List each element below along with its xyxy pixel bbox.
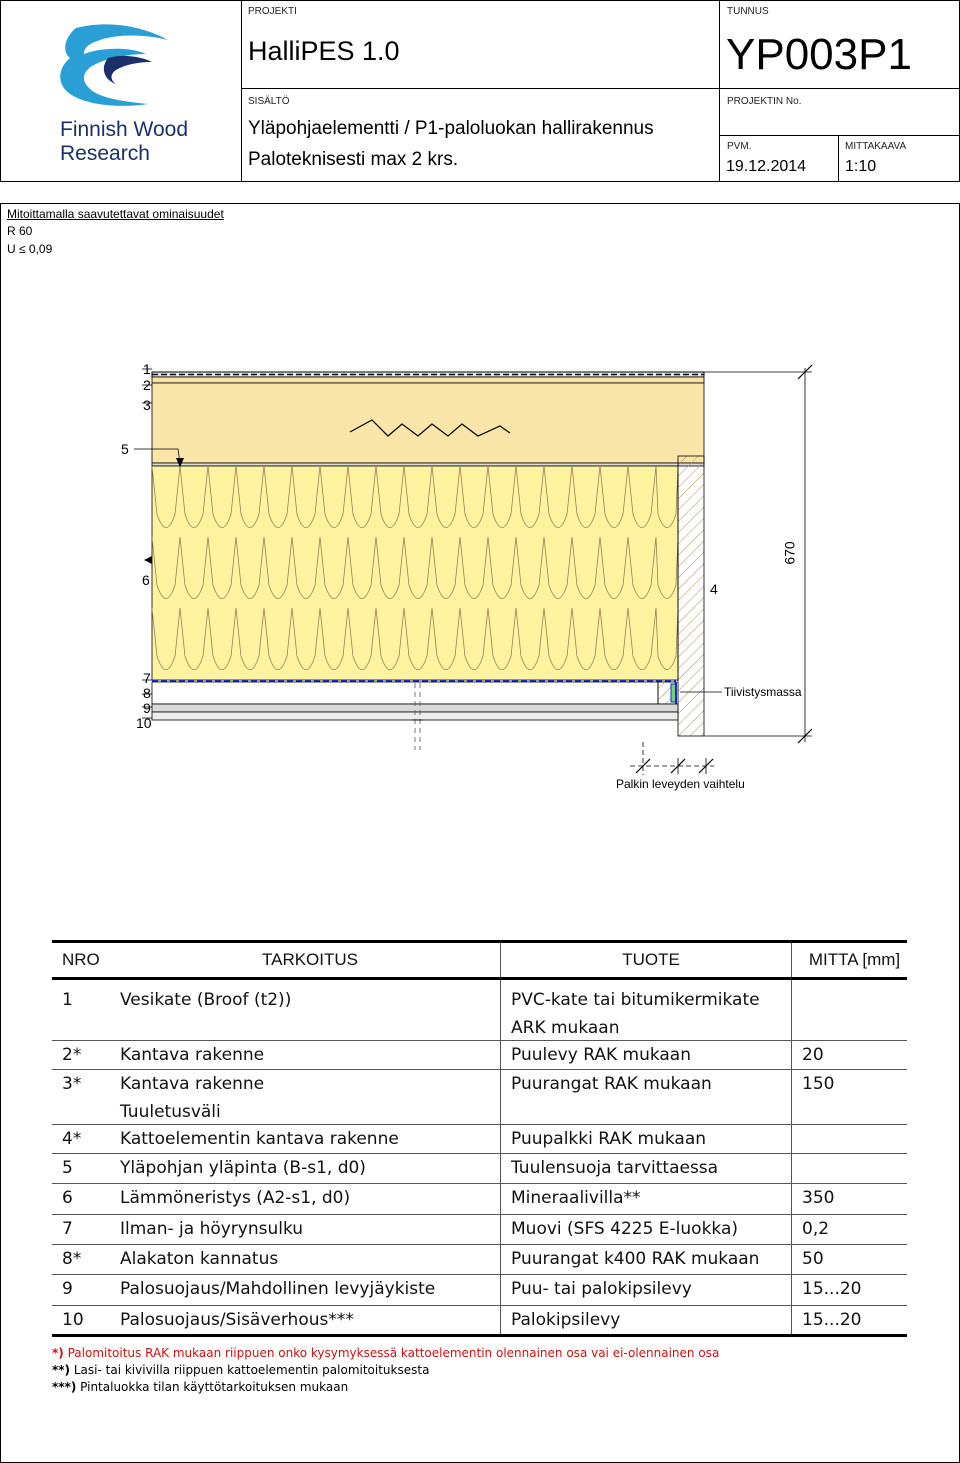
- cell-tarkoitus: Palosuojaus/Sisäverhous***: [120, 1310, 354, 1330]
- label-3: 3: [143, 397, 151, 413]
- cell-mitta: [792, 979, 908, 1041]
- palkin-leveys-label: Palkin leveyden vaihtelu: [616, 777, 745, 791]
- cell-nro: 9: [62, 1279, 73, 1299]
- label-8: 8: [143, 685, 151, 701]
- tunnus-label: TUNNUS: [727, 6, 769, 17]
- sisalto-label: SISÄLTÖ: [248, 96, 290, 107]
- cell-nro: 10: [62, 1310, 84, 1330]
- cell-nro: 5: [62, 1158, 73, 1178]
- layer-deck: [152, 377, 704, 383]
- projekti-value: HalliPES 1.0: [248, 36, 400, 66]
- table-row: [52, 1125, 907, 1154]
- logo-text-1: Finnish Wood: [60, 118, 189, 141]
- pvm-label: PVM.: [727, 141, 752, 152]
- title-divider-2: [719, 0, 720, 182]
- cell-tarkoitus: [110, 1070, 501, 1125]
- cell-tuote: Puurangat RAK mukaan: [501, 1070, 792, 1125]
- cell-mitta: [792, 1154, 908, 1184]
- label-4: 4: [710, 581, 718, 597]
- cell-tarkoitus: Ilman- ja höyrynsulku: [120, 1219, 304, 1239]
- cell-mitta: 20: [792, 1041, 908, 1070]
- logo-text-2: Research: [60, 142, 150, 165]
- table-row: [52, 1306, 907, 1336]
- property-r: R 60: [7, 224, 33, 238]
- cell-nro: 8*: [62, 1249, 82, 1269]
- cell-tuote: Tuulensuoja tarvittaessa: [501, 1154, 792, 1184]
- projektin-no-label: PROJEKTIN No.: [727, 96, 802, 107]
- cell-nro: 7: [62, 1219, 73, 1239]
- cell-tarkoitus: Palosuojaus/Mahdollinen levyjäykiste: [120, 1279, 436, 1299]
- layer-insulation: [152, 466, 678, 680]
- cell-text: PVC-kate tai bitumikermikate: [511, 990, 760, 1010]
- layer-ceiling-batten: [152, 682, 658, 704]
- footnote-2: [52, 1363, 429, 1377]
- cell-tarkoitus: Kantava rakenne: [120, 1045, 265, 1065]
- cell-tuote: [501, 979, 792, 1041]
- layer-ventilation: [152, 383, 704, 463]
- cell-tarkoitus: Kattoelementin kantava rakenne: [120, 1129, 399, 1149]
- cell-mitta: 15...20: [792, 1275, 908, 1306]
- cell-tuote: Puurangat k400 RAK mukaan: [501, 1245, 792, 1275]
- cell-tuote: Puupalkki RAK mukaan: [501, 1125, 792, 1154]
- cell-mitta: 0,2: [792, 1215, 908, 1245]
- cell-nro: 3*: [62, 1074, 82, 1094]
- header-mitta: MITTA [mm]: [792, 942, 908, 979]
- label-6: 6: [142, 572, 150, 588]
- title-divider-3: [241, 88, 719, 89]
- label-5: 5: [121, 441, 129, 457]
- cell-text: ARK mukaan: [511, 1018, 620, 1038]
- cell-text: Tuuletusväli: [120, 1102, 221, 1122]
- cell-tuote: Mineraalivilla**: [501, 1184, 792, 1215]
- cell-tarkoitus: Alakaton kannatus: [120, 1249, 279, 1269]
- cell-tuote: Puulevy RAK mukaan: [501, 1041, 792, 1070]
- cell-tuote: Puu- tai palokipsilevy: [501, 1275, 792, 1306]
- table-row: [52, 1154, 907, 1184]
- table-row: [52, 1215, 907, 1245]
- cell-nro: 1: [62, 990, 73, 1010]
- table-header-row: [52, 942, 907, 979]
- footnote-text: Pintaluokka tilan käyttötarkoituksen mukaan: [80, 1380, 349, 1394]
- footnote-mark: **): [52, 1363, 71, 1377]
- mittakaava-value: 1:10: [845, 158, 877, 175]
- materials-table: [52, 940, 907, 1337]
- footnote-3: [52, 1380, 348, 1394]
- mittakaava-label: MITTAKAAVA: [845, 141, 907, 152]
- footnote-text: Lasi- tai kivivilla riippuen kattoelementin palomitoituksesta: [73, 1363, 430, 1377]
- cell-tarkoitus: Lämmöneristys (A2-s1, d0): [120, 1188, 351, 1208]
- table-row: [52, 1041, 907, 1070]
- sisalto-line-2: Paloteknisesti max 2 krs.: [248, 149, 459, 170]
- header-tuote: TUOTE: [501, 942, 792, 979]
- tiivistysmassa-label: Tiivistysmassa: [724, 685, 802, 699]
- cell-mitta: 350: [792, 1184, 908, 1215]
- cell-mitta: 15...20: [792, 1306, 908, 1336]
- sisalto-line-1: Yläpohjaelementti / P1-paloluokan hallirakennus: [248, 118, 654, 139]
- dimension-670: 670: [781, 541, 798, 565]
- label-1: 1: [143, 361, 151, 377]
- title-divider-6: [838, 135, 839, 182]
- table-row: [52, 979, 907, 1041]
- label-2: 2: [143, 377, 151, 393]
- title-divider-4: [719, 88, 960, 89]
- cell-mitta: 150: [792, 1070, 908, 1125]
- table-row: [52, 1245, 907, 1275]
- layer-beam: [678, 456, 704, 736]
- label-7: 7: [143, 670, 151, 686]
- footnote-1: [52, 1346, 719, 1360]
- cell-mitta: [792, 1125, 908, 1154]
- pvm-value: 19.12.2014: [726, 158, 807, 175]
- footnote-text: Palomitoitus RAK mukaan riippuen onko kysymyksessä kattoelementin olennainen osa vai ei-olennainen osa: [67, 1346, 720, 1360]
- cell-tarkoitus: [110, 979, 501, 1041]
- cell-nro: 4*: [62, 1129, 82, 1149]
- footnote-mark: ***): [52, 1380, 77, 1394]
- projekti-label: PROJEKTI: [248, 6, 297, 17]
- cell-text: Kantava rakenne: [120, 1074, 265, 1094]
- cell-text: Vesikate (Broof (t2)): [120, 990, 292, 1010]
- cell-tuote: Palokipsilevy: [501, 1306, 792, 1336]
- property-u: U ≤ 0,09: [7, 242, 53, 256]
- table-row: [52, 1184, 907, 1215]
- layer-wind-barrier: [152, 463, 704, 466]
- label-10: 10: [136, 715, 152, 731]
- properties-heading: Mitoittamalla saavutettavat ominaisuudet: [7, 207, 224, 221]
- table-row: [52, 1070, 907, 1125]
- fwr-logo-icon: [48, 18, 198, 118]
- title-divider-1: [241, 0, 242, 182]
- table-row: [52, 1275, 907, 1306]
- label-9: 9: [143, 700, 151, 716]
- header-nro: NRO: [62, 950, 100, 969]
- cell-nro: 6: [62, 1188, 73, 1208]
- cell-tuote: Muovi (SFS 4225 E-luokka): [501, 1215, 792, 1245]
- tunnus-value: YP003P1: [726, 30, 912, 79]
- header-tarkoitus: TARKOITUS: [261, 950, 359, 969]
- cell-tarkoitus: Yläpohjan yläpinta (B-s1, d0): [120, 1158, 366, 1178]
- cell-mitta: 50: [792, 1245, 908, 1275]
- cell-nro: 2*: [62, 1045, 82, 1065]
- footnote-mark: *): [52, 1346, 64, 1360]
- title-divider-5: [719, 135, 960, 136]
